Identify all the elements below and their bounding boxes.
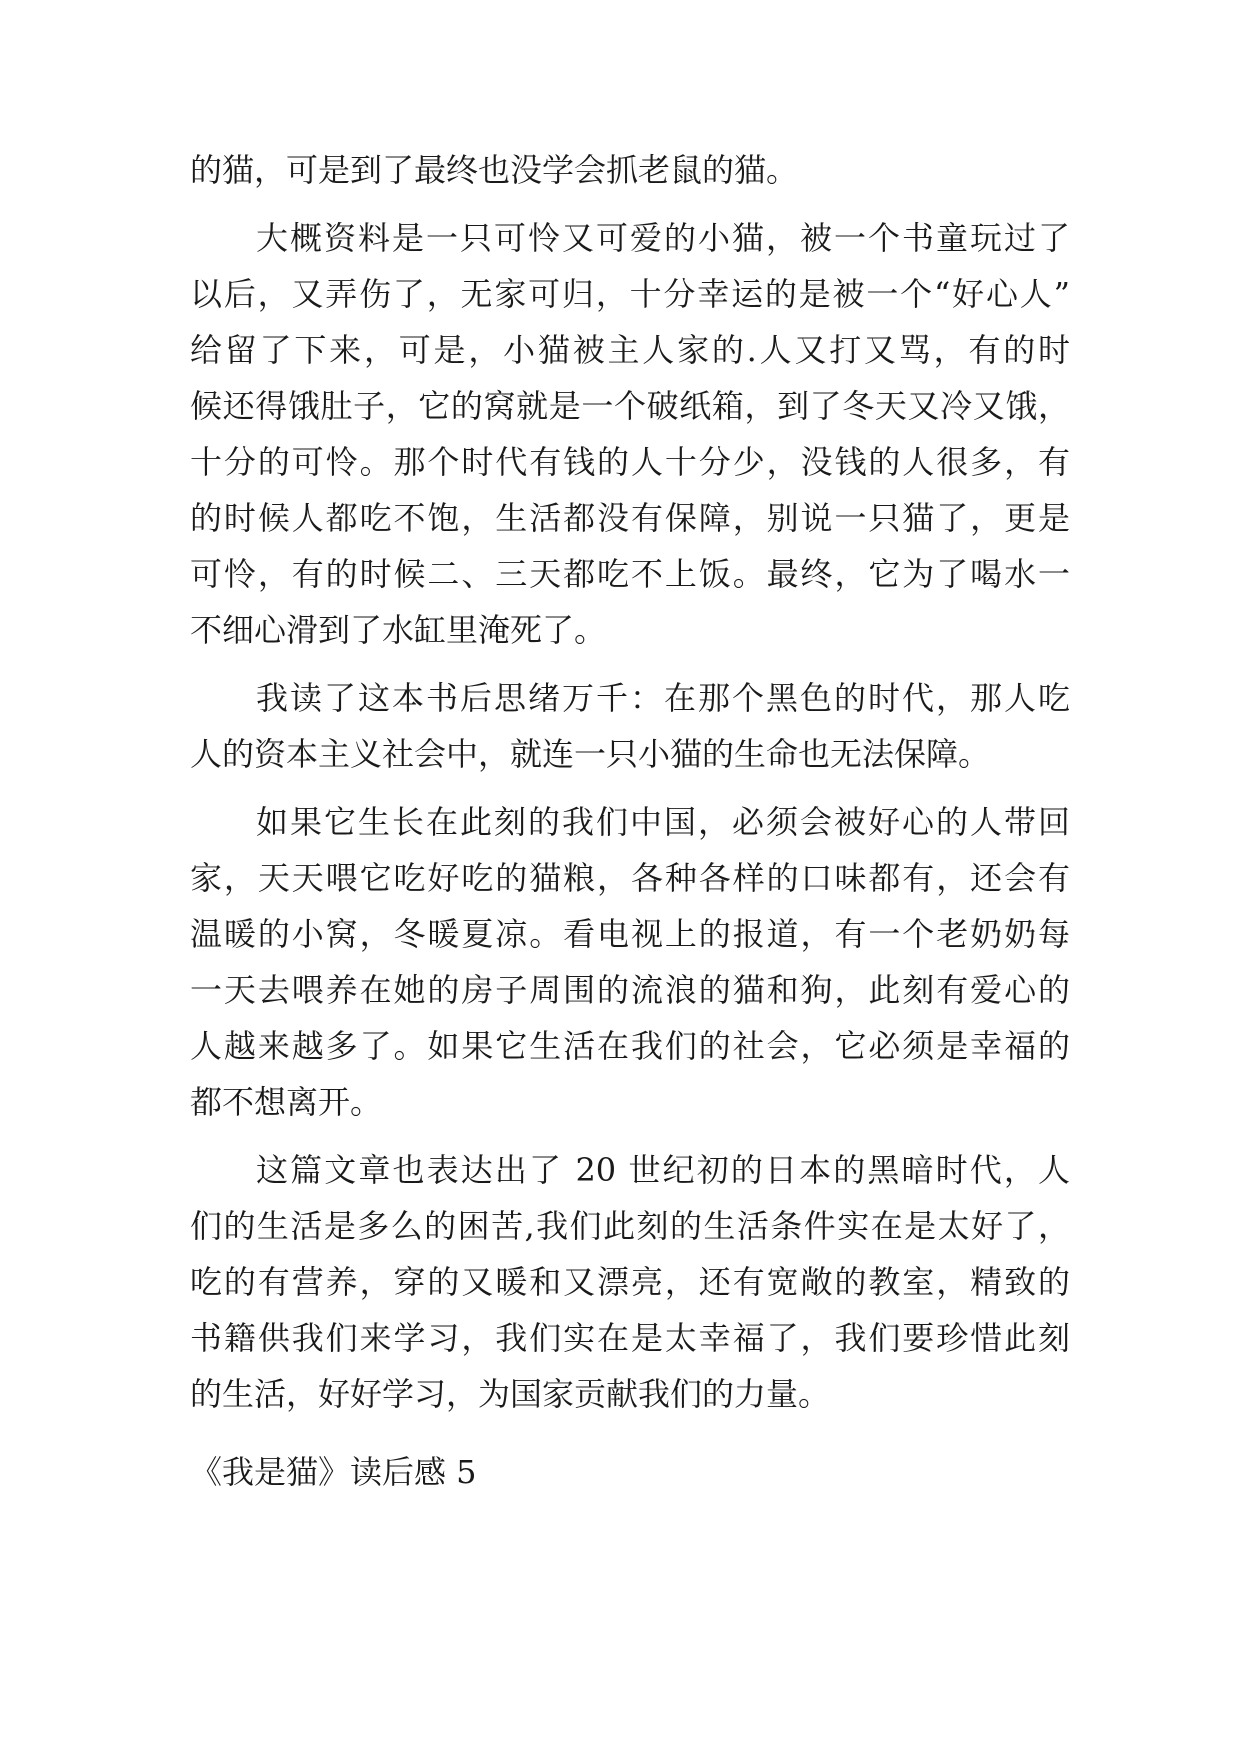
text-line: 家，天天喂它吃好吃的猫粮，各种各样的口味都有，还会有 (190, 859, 1070, 897)
text-line: 十分的可怜。那个时代有钱的人十分少，没钱的人很多，有 (190, 443, 1070, 481)
text-line: 给留了下来，可是，小猫被主人家的.人又打又骂，有的时 (190, 331, 1070, 369)
text-line: 都不想离开。 (190, 1083, 383, 1121)
text-line: 们的生活是多么的困苦,我们此刻的生活条件实在是太好了， (190, 1207, 1070, 1245)
text-line: 不细心滑到了水缸里淹死了。 (190, 611, 607, 649)
text-line: 候还得饿肚子，它的窝就是一个破纸箱，到了冬天又冷又饿， (190, 387, 1070, 425)
text-line: 吃的有营养，穿的又暖和又漂亮，还有宽敞的教室，精致的 (190, 1263, 1070, 1301)
text-line: 以后，又弄伤了，无家可归，十分幸运的是被一个“好心人” (190, 275, 1070, 313)
text-line: 我读了这本书后思绪万千：在那个黑色的时代，那人吃 (256, 679, 1070, 717)
text-line: 一天去喂养在她的房子周围的流浪的猫和狗，此刻有爱心的 (190, 971, 1070, 1009)
text-line: 的生活，好好学习，为国家贡献我们的力量。 (190, 1375, 831, 1413)
section-heading: 《我是猫》读后感 5 (190, 1453, 477, 1491)
text-line: 大概资料是一只可怜又可爱的小猫，被一个书童玩过了 (256, 219, 1070, 257)
text-line: 人的资本主义社会中，就连一只小猫的生命也无法保障。 (190, 735, 991, 773)
text-line: 的时候人都吃不饱，生活都没有保障，别说一只猫了，更是 (190, 499, 1070, 537)
text-line: 的猫，可是到了最终也没学会抓老鼠的猫。 (190, 151, 799, 189)
text-line: 这篇文章也表达出了 20 世纪初的日本的黑暗时代，人 (256, 1151, 1070, 1189)
text-line: 人越来越多了。如果它生活在我们的社会，它必须是幸福的 (190, 1027, 1070, 1065)
text-line: 可怜，有的时候二、三天都吃不上饭。最终，它为了喝水一 (190, 555, 1070, 593)
text-line: 温暖的小窝，冬暖夏凉。看电视上的报道，有一个老奶奶每 (190, 915, 1070, 953)
text-line: 如果它生长在此刻的我们中国，必须会被好心的人带回 (256, 803, 1070, 841)
text-line: 书籍供我们来学习，我们实在是太幸福了，我们要珍惜此刻 (190, 1319, 1070, 1357)
